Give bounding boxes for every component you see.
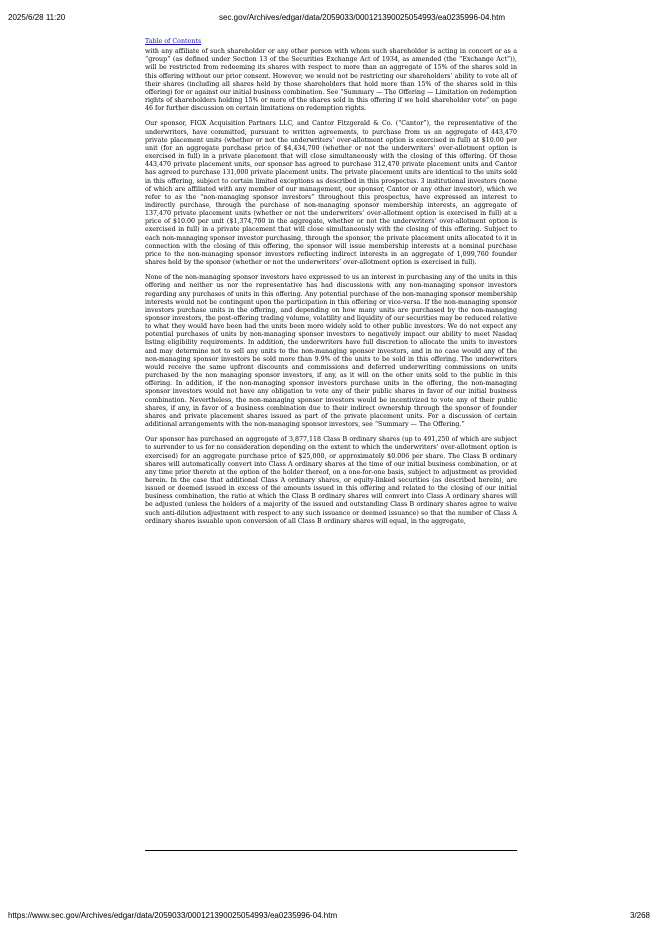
paragraph-non-managing-investors: None of the non-managing sponsor investors have expressed to us an interest in purchasing any of the units in this offering and neither us nor the representative has had discussions with any non-managing sponsor investors regarding any purchases of units in this offering. Any potential purchase of the non-managing sponsor membership interests would not be contingent upon the participation in this offering or vice-versa. If the non-managing sponsor investors purchase units in the offering, and depending on how many units are purchased by the non-managing sponsor investors, the post-offering trading volume, volatility and liquidity of our securities may be reduced relative to what they would have been had the units been more widely sold to other public investors. We do not expect any potential purchases of units by non-managing sponsor investors to negatively impact our ability to meet Nasdaq listing eligibility requirements. In addition, the underwriters have full discretion to allocate the units to investors and may determine not to sell any units to the non-managing sponsor investors, and in no case would any of the non-managing sponsor investors be sold more than 9.9% of the units to be sold in this offering. The underwriters would receive the same upfront discounts and commissions and deferred underwriting commissions on units purchased by the non managing sponsor investors, if any, as it will on the other units sold to the public in this offering. In addition, if the non-managing sponsor investors purchase units in the offering, the non-managing sponsor investors would not have any obligation to vote any of their public shares in favor of our initial business combination. Nevertheless, the non-managing sponsor investors would be incentivized to vote any of their public shares, if any, in favor of a business combination due to their indirect ownership through the sponsor of founder shares and private placement shares issued as part of the private placement units. For a discussion of certain additional arrangements with the non-managing sponsor investors, see “Summary — The Offering.”	[145, 274, 517, 429]
table-of-contents-link[interactable]: Table of Contents	[145, 38, 202, 45]
print-page-count: 3/268	[629, 911, 650, 920]
paragraph-private-placement: Our sponsor, FIGX Acquisition Partners LLC, and Cantor Fitzgerald & Co. (“Cantor”), the representative of the underwriters, have committed, pursuant to written agreements, to purchase from us an aggregate of 443,470 private placement units (whether or not the underwriters’ over-allotment option is exercised in full) at $10.00 per unit (for an aggregate purchase price of $4,434,700 (whether or not the underwriters’ over-allotment option is exercised in full) in a private placement that will close simultaneously with the closing of this offering. Of those 443,470 private placement units, our sponsor has agreed to purchase 312,470 private placement units and Cantor has agreed to purchase 131,000 private placement units. The private placement units are identical to the units sold in this offering, subject to certain limited exceptions as described in this prospectus. 3 institutional investors (none of which are affiliated with any member of our management, our sponsor, Cantor or any other investor), which we refer to as the “non-managing sponsor investors” throughout this prospectus, have expressed an interest to indirectly purchase, through the purchase of non-managing sponsor membership interests, an aggregate of 137,470 private placement units (whether or not the underwriters’ over-allotment option is exercised in full) at a price of $10.00 per unit ($1,374,700 in the aggregate, whether or not the underwriters’ over-allotment option is exercised in full) in a private placement that will close simultaneously with the closing of this offering. Subject to each non-managing sponsor investor purchasing, through the sponsor, the private placement units allocated to it in connection with the closing of this offering, the sponsor will issue membership interests at a nominal purchase price to the non-managing sponsor investors reflecting indirect interests in an aggregate of 1,099,760 founder shares held by the sponsor (whether or not the underwriters’ over-allotment option is exercised in full).	[145, 120, 517, 267]
print-url: https://www.sec.gov/Archives/edgar/data/2059033/000121390025054993/ea0235996-04.htm	[8, 911, 338, 920]
document-page	[145, 38, 517, 533]
paragraph-class-b-shares: Our sponsor has purchased an aggregate of 3,877,118 Class B ordinary shares (up to 491,250 of which are subject to surrender to us for no consideration depending on the extent to which the underwriters’ over-allotment option is exercised) for an aggregate purchase price of $25,000, or approximately $0.006 per share. The Class B ordinary shares will automatically convert into Class A ordinary shares at the time of our initial business combination, or at any time prior thereto at the option of the holder thereof, on a one-for-one basis, subject to adjustment as provided herein. In the case that additional Class A ordinary shares, or equity-linked securities (as described herein), are issued or deemed issued in excess of the amounts issued in this offering and related to the closing of our initial business combination, the ratio at which the Class B ordinary shares will convert into Class A ordinary shares will be adjusted (unless the holders of a majority of the issued and outstanding Class B ordinary shares agree to waive such anti-dilution adjustment with respect to any such issuance or deemed issuance) so that the number of Class A ordinary shares issuable upon conversion of all Class B ordinary shares will equal, in the aggregate,	[145, 436, 517, 525]
print-page-title: sec.gov/Archives/edgar/data/2059033/000121390025054993/ea0235996-04.htm	[219, 13, 506, 22]
page-divider	[145, 850, 517, 851]
paragraph-redemption-limit: with any affiliate of such shareholder or any other person with whom such shareholder is acting in concert or as a “group” (as defined under Section 13 of the Securities Exchange Act of 1934, as amended (the “Exchange Act”)), will be restricted from redeeming its shares with respect to more than an aggregate of 15% of the shares sold in this offering without our prior consent. However, we would not be restricting our shareholders’ ability to vote all of their shares (including all shares held by those shareholders that hold more than 15% of the shares sold in this offering) for or against our initial business combination. See “Summary — The Offering — Limitation on redemption rights of shareholders holding 15% or more of the shares sold in this offering if we hold shareholder vote” on page 46 for further discussion on certain limitations on redemption rights.	[145, 48, 517, 113]
print-timestamp: 2025/6/28 11:20	[8, 13, 66, 22]
